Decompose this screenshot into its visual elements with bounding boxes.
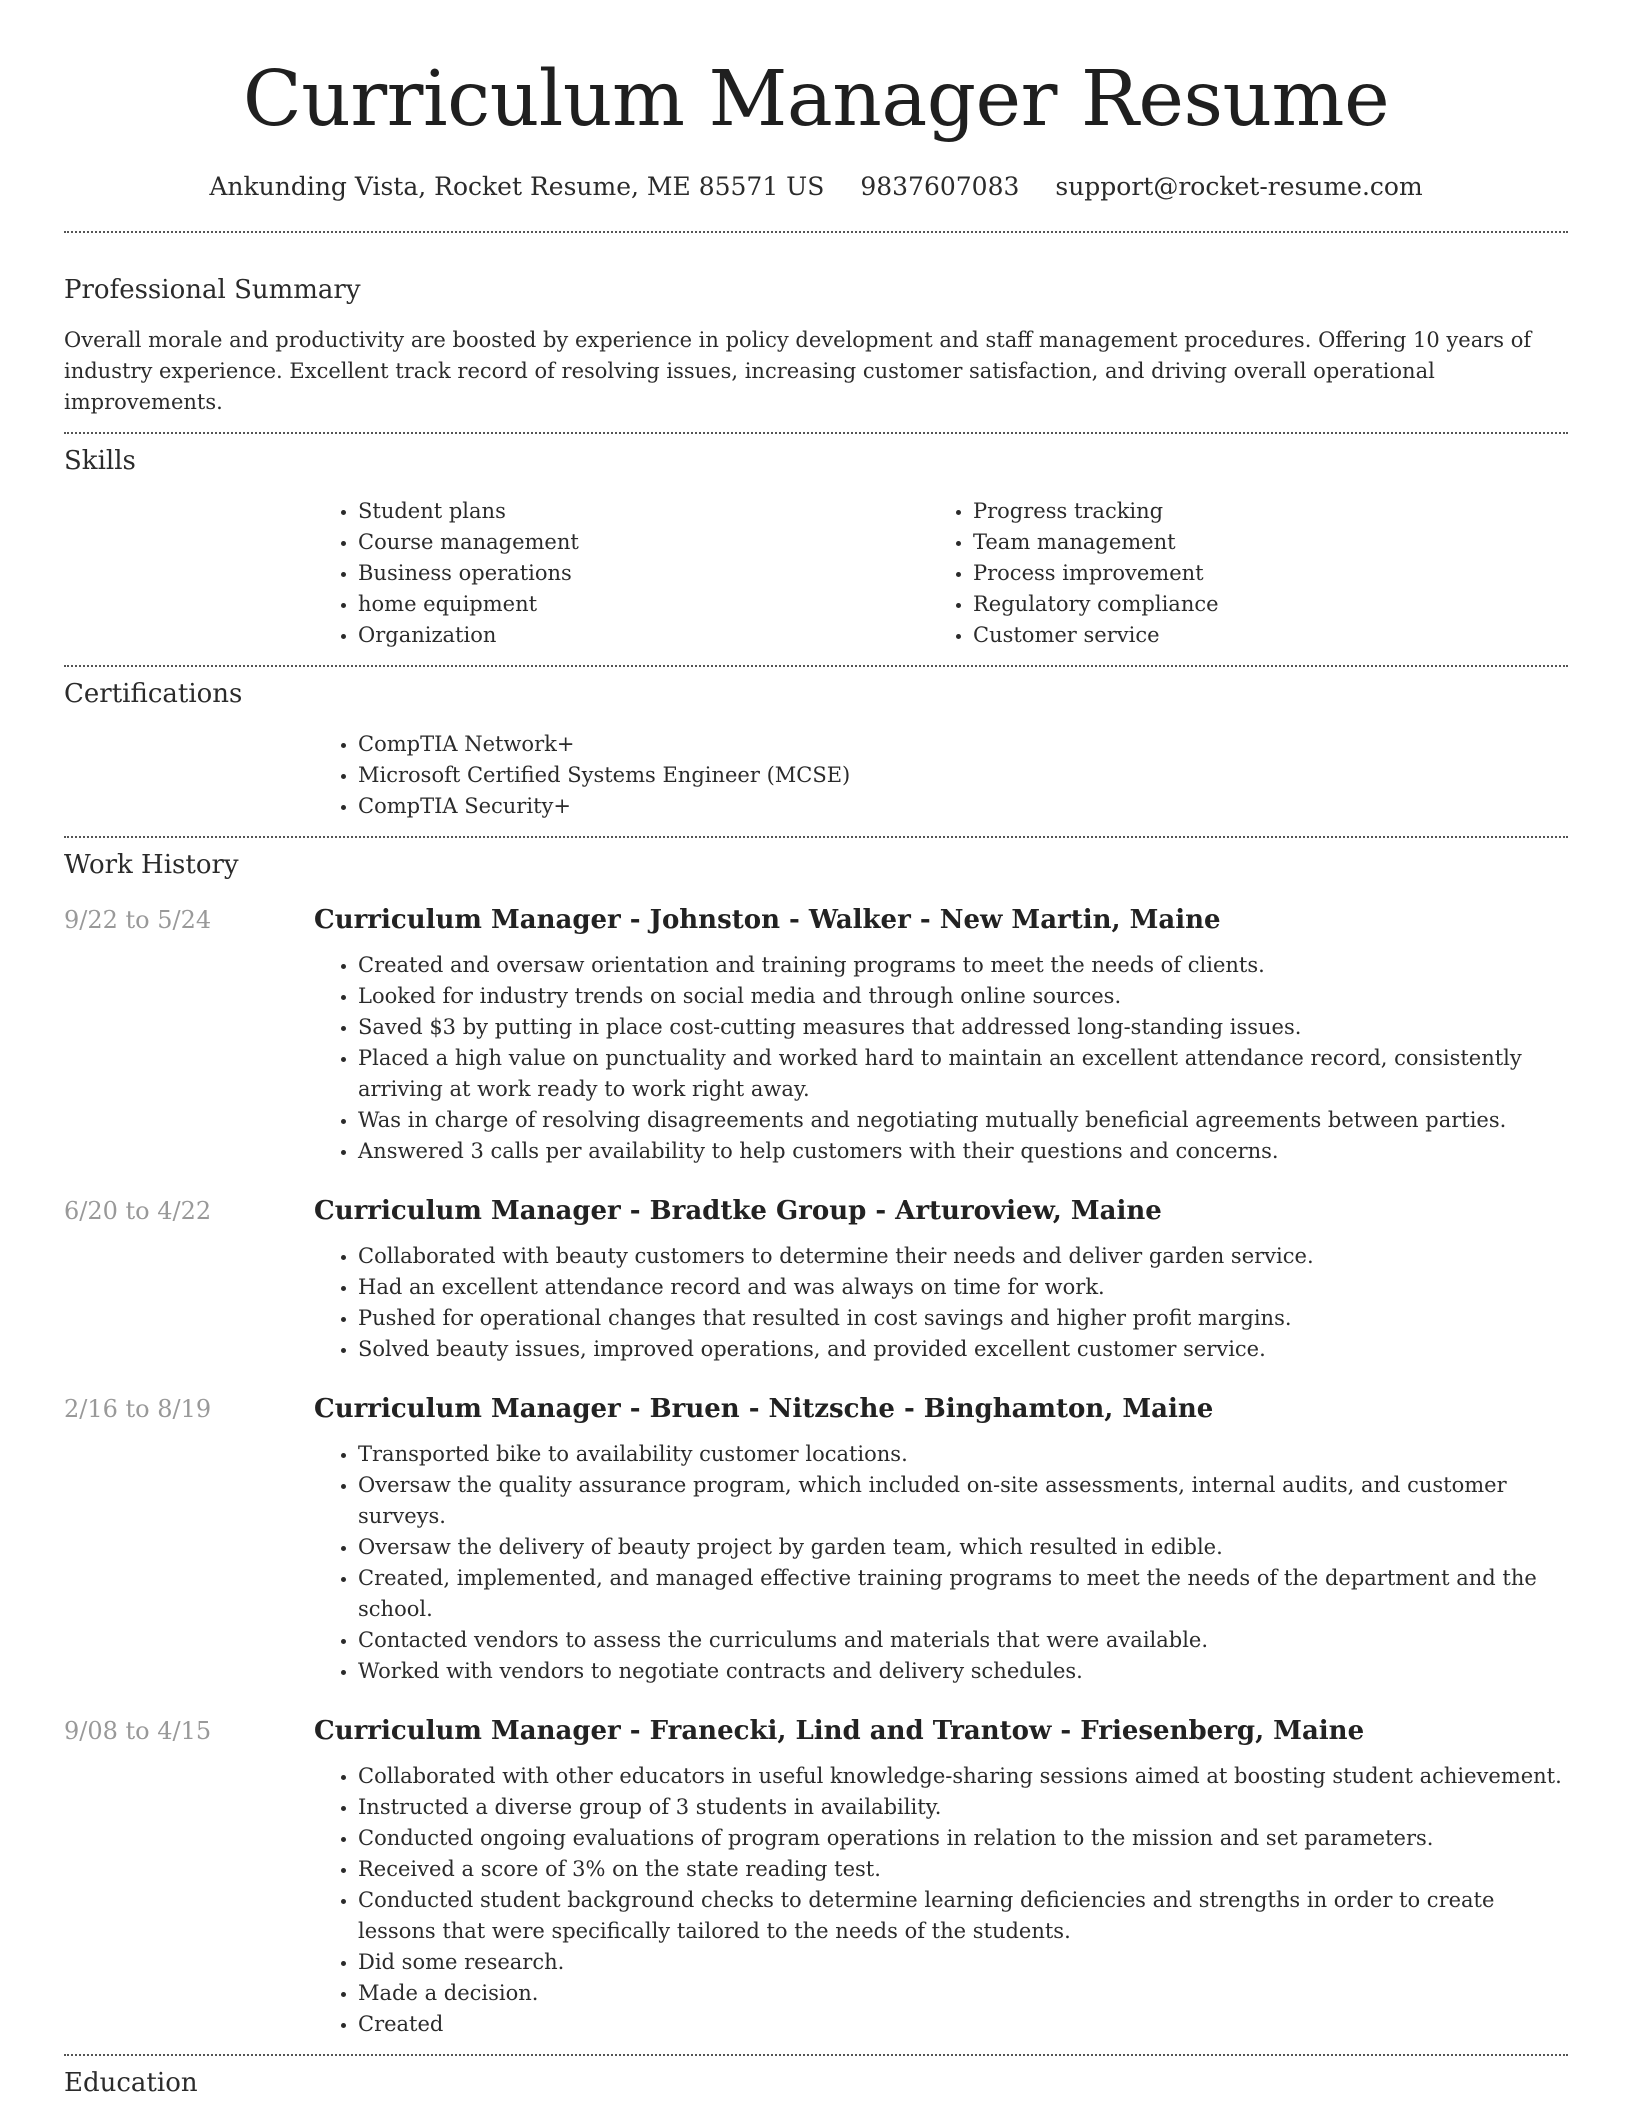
certification-item: • CompTIA Security+ [358, 791, 1568, 822]
job-bullet: • Transported bike to availability customer locations. [358, 1439, 1568, 1470]
divider [64, 231, 1568, 233]
divider [64, 432, 1568, 434]
job-bullet: • Oversaw the quality assurance program, which included on-site assessments, internal audits, and customer surveys. [358, 1470, 1568, 1532]
job-bullets [314, 950, 1568, 1167]
skill-item: • home equipment [358, 589, 929, 620]
job-bullet: • Placed a high value on punctuality and worked hard to maintain an excellent attendance record, consistently arriving at work ready to work right away. [358, 1043, 1568, 1105]
job-bullet: • Oversaw the delivery of beauty project by garden team, which resulted in edible. [358, 1532, 1568, 1563]
job-bullet: • Contacted vendors to assess the curriculums and materials that were available. [358, 1625, 1568, 1656]
certification-item: • Microsoft Certified Systems Engineer (MCSE) [358, 760, 1568, 791]
contact-phone: 9837607083 [860, 172, 1020, 201]
job-dates: 6/20 to 4/22 [64, 1197, 212, 1225]
job-bullet: • Instructed a diverse group of 3 students in availability. [358, 1792, 1568, 1823]
divider [64, 2054, 1568, 2056]
job-entry [64, 1715, 1568, 2040]
job-bullets [314, 1439, 1568, 1687]
certifications-heading: Certifications [64, 679, 243, 709]
skills-list [314, 496, 1568, 651]
job-title: Curriculum Manager - Johnston - Walker - New Martin, Maine [314, 905, 1221, 935]
work-history-heading: Work History [64, 850, 239, 880]
education-heading: Education [64, 2068, 198, 2098]
skills-heading: Skills [64, 446, 136, 476]
divider [64, 836, 1568, 838]
job-bullet: • Was in charge of resolving disagreements and negotiating mutually beneficial agreements between parties. [358, 1105, 1568, 1136]
contact-email: support@rocket-resume.com [1055, 172, 1423, 201]
resume-page [64, 0, 1568, 2100]
job-entry [64, 1195, 1568, 1365]
job-bullet: • Worked with vendors to negotiate contracts and delivery schedules. [358, 1656, 1568, 1687]
job-bullet: • Looked for industry trends on social media and through online sources. [358, 981, 1568, 1012]
resume-title: Curriculum Manager Resume [242, 55, 1390, 144]
job-dates: 9/08 to 4/15 [64, 1717, 212, 1745]
job-bullet: • Collaborated with beauty customers to determine their needs and deliver garden service. [358, 1241, 1568, 1272]
skill-item: • Progress tracking [973, 496, 1544, 527]
contact-line [64, 170, 1568, 204]
skill-item: • Course management [358, 527, 929, 558]
job-bullet: • Received a score of 3% on the state reading test. [358, 1854, 1568, 1885]
job-bullet: • Solved beauty issues, improved operations, and provided excellent customer service. [358, 1334, 1568, 1365]
skill-item: • Regulatory compliance [973, 589, 1544, 620]
summary-text: Overall morale and productivity are boosted by experience in policy development and staff management procedures. Offering 10 years of industry experience. Excellent track record of resolving issues, increasing customer satisfaction, and driving overall operational improvements. [64, 328, 1532, 414]
skill-item: • Customer service [973, 620, 1544, 651]
job-entry [64, 904, 1568, 1167]
job-bullet: • Collaborated with other educators in useful knowledge-sharing sessions aimed at boosting student achievement. [358, 1761, 1568, 1792]
job-bullet: • Conducted ongoing evaluations of program operations in relation to the mission and set parameters. [358, 1823, 1568, 1854]
job-title: Curriculum Manager - Bradtke Group - Arturoview, Maine [314, 1196, 1162, 1226]
skill-item: • Process improvement [973, 558, 1544, 589]
job-dates: 2/16 to 8/19 [64, 1395, 212, 1423]
job-bullet: • Made a decision. [358, 1978, 1568, 2009]
job-bullet: • Saved $3 by putting in place cost-cutting measures that addressed long-standing issues. [358, 1012, 1568, 1043]
divider [64, 665, 1568, 667]
job-bullet: • Did some research. [358, 1947, 1568, 1978]
contact-address: Ankunding Vista, Rocket Resume, ME 85571 US [209, 172, 825, 201]
job-title: Curriculum Manager - Franecki, Lind and Trantow - Friesenberg, Maine [314, 1716, 1365, 1746]
skills-column-right [929, 496, 1544, 651]
certification-item: • CompTIA Network+ [358, 729, 1568, 760]
skill-item: • Business operations [358, 558, 929, 589]
certifications-list [314, 729, 1568, 822]
job-dates: 9/22 to 5/24 [64, 906, 212, 934]
job-entry [64, 1393, 1568, 1687]
job-bullets [314, 1241, 1568, 1365]
job-bullet: • Conducted student background checks to determine learning deficiencies and strengths in order to create lessons that were specifically tailored to the needs of the students. [358, 1885, 1568, 1947]
summary-heading: Professional Summary [64, 275, 361, 305]
job-bullet: • Created [358, 2009, 1568, 2040]
job-bullet: • Created, implemented, and managed effective training programs to meet the needs of the department and the school. [358, 1563, 1568, 1625]
job-bullet: • Answered 3 calls per availability to help customers with their questions and concerns. [358, 1136, 1568, 1167]
skill-item: • Student plans [358, 496, 929, 527]
job-title: Curriculum Manager - Bruen - Nitzsche - Binghamton, Maine [314, 1394, 1214, 1424]
job-bullets [314, 1761, 1568, 2040]
job-bullet: • Had an excellent attendance record and was always on time for work. [358, 1272, 1568, 1303]
skills-column-left [314, 496, 929, 651]
job-bullet: • Pushed for operational changes that resulted in cost savings and higher profit margins. [358, 1303, 1568, 1334]
skill-item: • Team management [973, 527, 1544, 558]
skill-item: • Organization [358, 620, 929, 651]
job-bullet: • Created and oversaw orientation and training programs to meet the needs of clients. [358, 950, 1568, 981]
